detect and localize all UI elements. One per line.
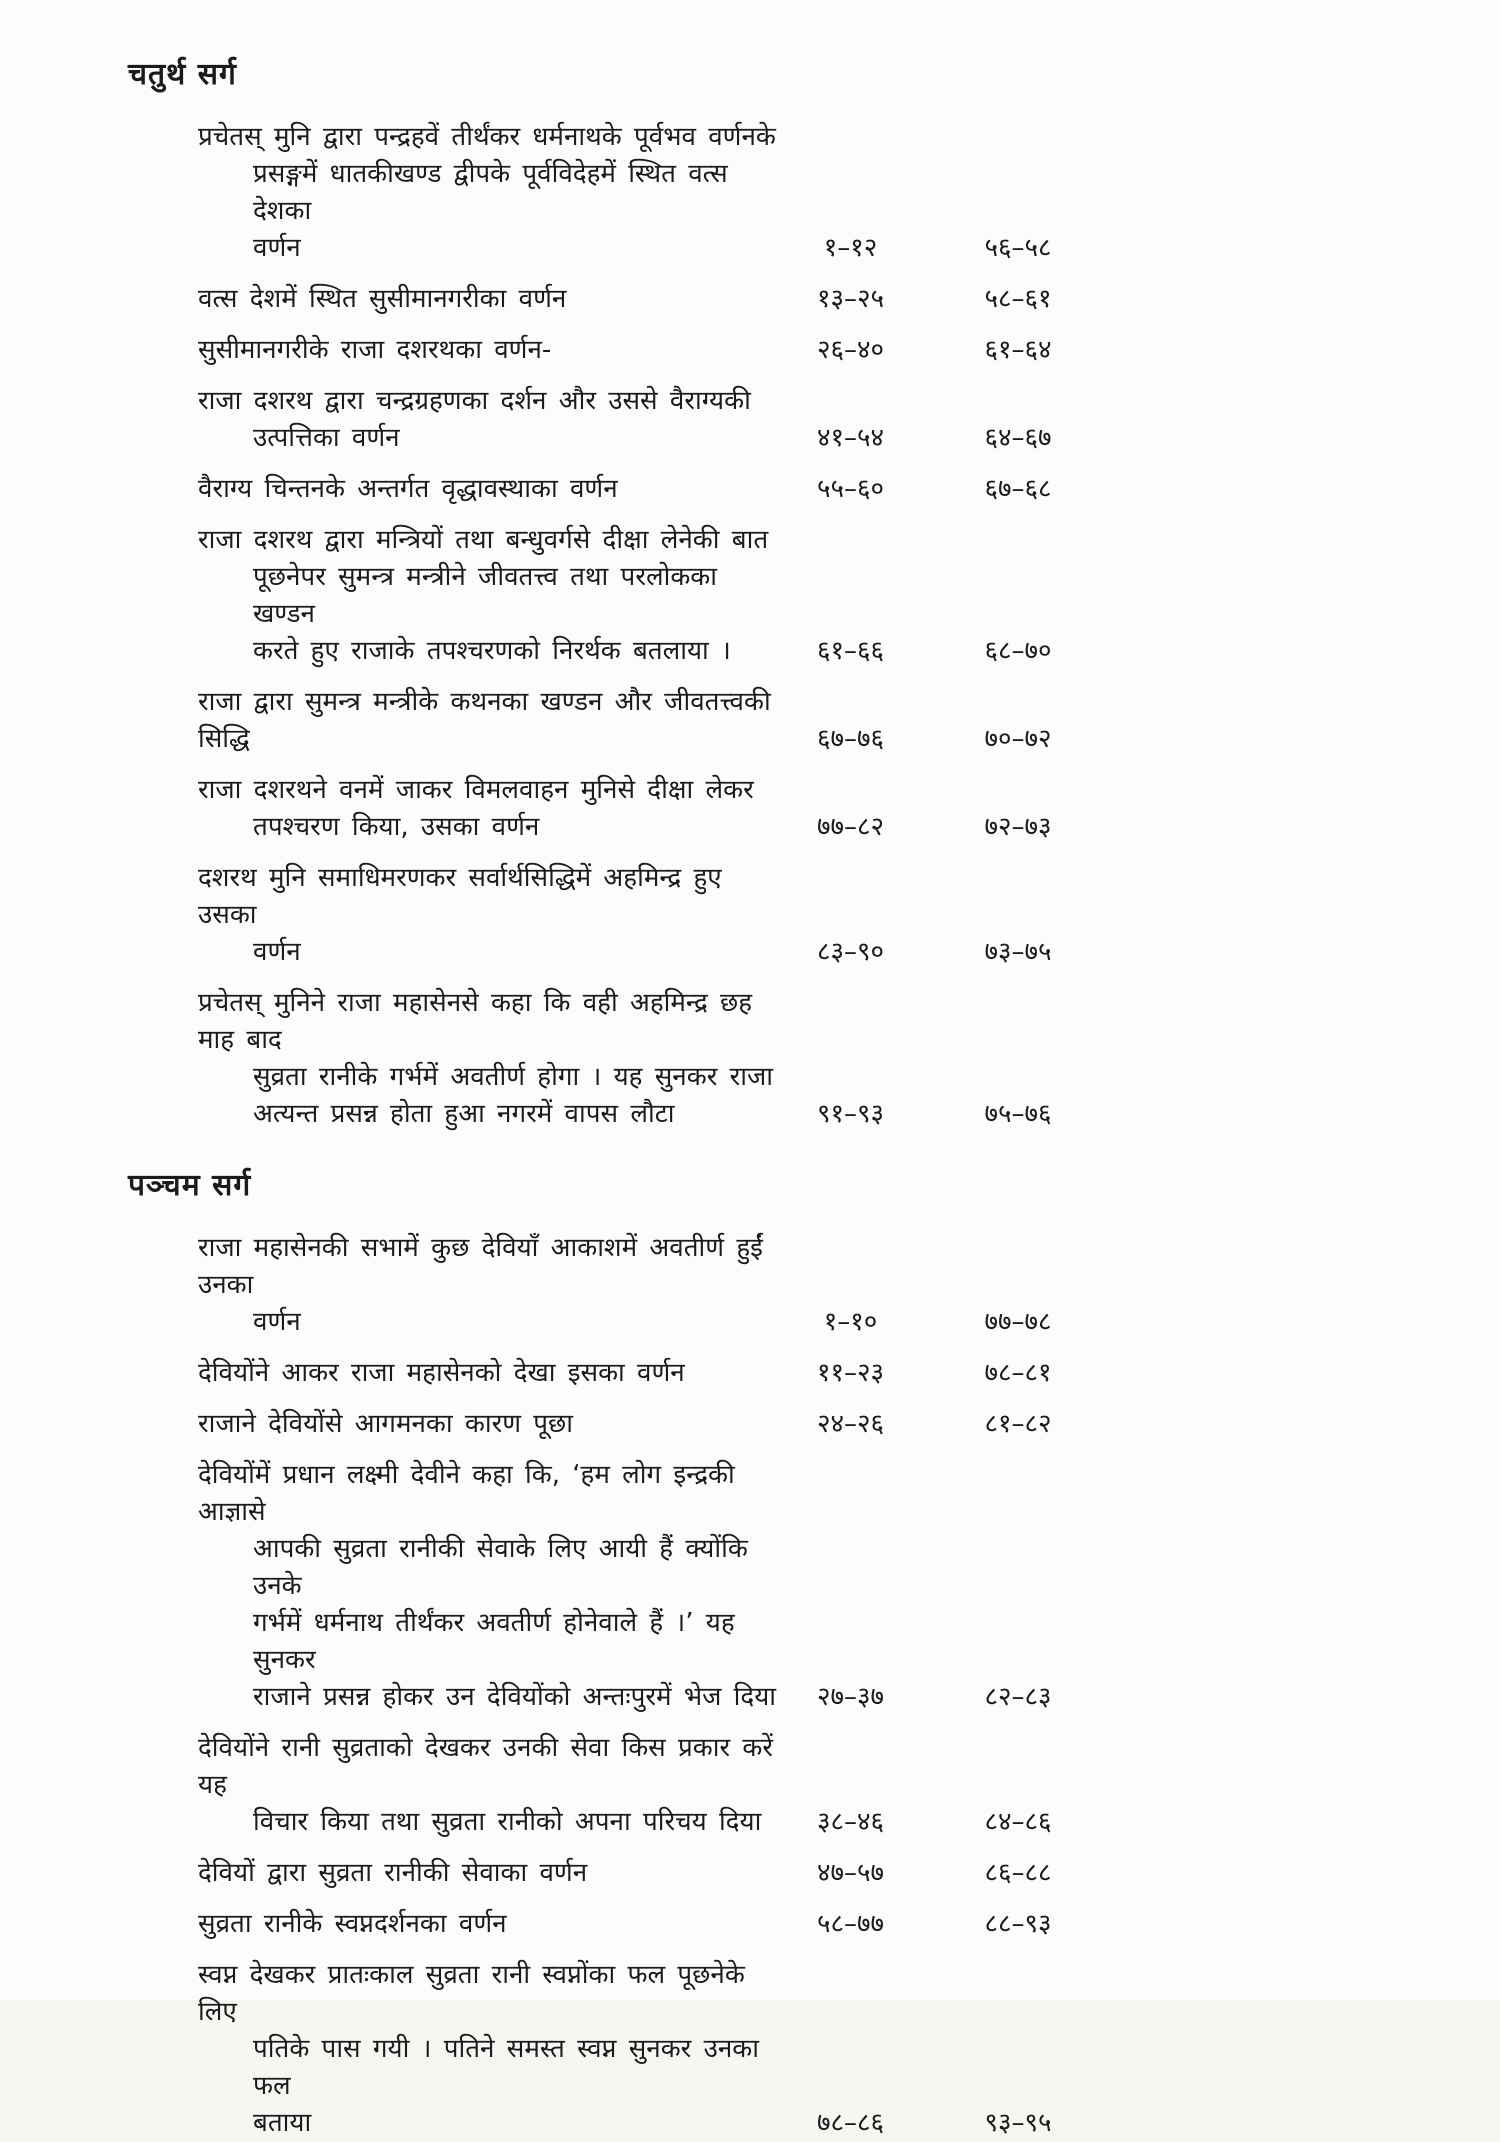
page-range: ८२–८३ [984, 1682, 1052, 1712]
entry-line: सुव्रता रानीके स्वप्नदर्शनका वर्णन [198, 1909, 507, 1939]
verse-range: ३८–४६ [816, 1807, 885, 1837]
page-range: ६४–६७ [984, 423, 1052, 453]
entry-text [198, 1730, 783, 1841]
toc-content [128, 52, 1500, 2142]
toc-entry [198, 281, 1500, 318]
verse-range: १३–२५ [816, 284, 885, 314]
verse-range: ६७–७६ [816, 724, 885, 754]
page-range: ७२–७३ [984, 812, 1052, 842]
verse-range: ११–२३ [816, 1358, 885, 1388]
entry-line: प्रचेतस् मुनिने राजा महासेनसे कहा कि वही अहमिन्द्र छह माह बाद [198, 988, 753, 1055]
page-range: ६७–६८ [984, 474, 1052, 504]
entry-line: वत्स देशमें स्थित सुसीमानगरीका वर्णन [198, 284, 567, 314]
entry-text [198, 471, 783, 508]
entry-line: राजा द्वारा सुमन्त्र मन्त्रीके कथनका खण्डन और जीवतत्त्वकी सिद्धि [198, 687, 771, 754]
entry-line: आपकी सुव्रता रानीकी सेवाके लिए आयी हैं क्योंकि उनके [253, 1534, 748, 1601]
page-range: ७७–७८ [984, 1307, 1052, 1337]
entry-text [198, 332, 783, 369]
entry-line: स्वप्न देखकर प्रातःकाल सुव्रता रानी स्वप्नोंका फल पूछनेके लिए [198, 1960, 745, 2027]
toc-entry [198, 1730, 1500, 1841]
verse-range: ७८–८६ [816, 2108, 885, 2138]
entry-line: करते हुए राजाके तपश्चरणको निरर्थक बतलाया । [253, 636, 731, 666]
entry-text [198, 985, 783, 1133]
page-range: ५६–५८ [984, 233, 1052, 263]
entry-line: प्रचेतस् मुनि द्वारा पन्द्रहवें तीर्थंकर धर्मनाथके पूर्वभव वर्णनके [198, 122, 776, 152]
entry-line: राजा दशरथने वनमें जाकर विमलवाहन मुनिसे दीक्षा लेकर [198, 775, 754, 805]
toc-entry [198, 1957, 1500, 2142]
entry-line: पतिके पास गयी । पतिने समस्त स्वप्न सुनकर उनका फल [253, 2034, 759, 2101]
entry-text [198, 860, 783, 971]
page-range: ५८–६१ [984, 284, 1052, 314]
page-range: ६८–७० [984, 636, 1052, 666]
verse-range: ५५–६० [816, 474, 885, 504]
entry-line: वर्णन [253, 1307, 301, 1337]
entry-line: सुव्रता रानीके गर्भमें अवतीर्ण होगा । यह सुनकर राजा [253, 1062, 773, 1092]
verse-range: ८३–९० [816, 937, 885, 967]
entry-line: राजाने प्रसन्न होकर उन देवियोंको अन्तःपुरमें भेज दिया [253, 1682, 777, 1712]
verse-range: ६१–६६ [816, 636, 885, 666]
toc-entry [198, 1406, 1500, 1443]
entry-text [198, 1406, 783, 1443]
entry-line: पूछनेपर सुमन्त्र मन्त्रीने जीवतत्त्व तथा परलोकका खण्डन [253, 562, 717, 629]
toc-entry [198, 860, 1500, 971]
entry-line: राजा दशरथ द्वारा मन्त्रियों तथा बन्धुवर्गसे दीक्षा लेनेकी बात [198, 525, 769, 555]
toc-entry [198, 1355, 1500, 1392]
page-range: ७८–८१ [984, 1358, 1052, 1388]
section-title: चतुर्थ सर्ग [128, 57, 237, 92]
entry-line: राजा महासेनकी सभामें कुछ देवियाँ आकाशमें अवतीर्ण हुईं उनका [198, 1233, 763, 1300]
verse-range: १–१० [823, 1307, 878, 1337]
entry-line: देवियोंमें प्रधान लक्ष्मी देवीने कहा कि, ‘हम लोग इन्द्रकी आज्ञासे [198, 1460, 735, 1527]
verse-range: २४–२६ [816, 1409, 885, 1439]
entry-line: राजाने देवियोंसे आगमनका कारण पूछा [198, 1409, 574, 1439]
toc-entry [198, 383, 1500, 457]
entry-text [198, 772, 783, 846]
toc-section [128, 1163, 1500, 2142]
toc-entry [198, 772, 1500, 846]
entry-line: देवियोंने रानी सुव्रताको देखकर उनकी सेवा किस प्रकार करें यह [198, 1733, 774, 1800]
entry-text [198, 1957, 783, 2142]
entry-text [198, 684, 783, 758]
entry-line: तपश्चरण किया, उसका वर्णन [253, 812, 540, 842]
entry-text [198, 1230, 783, 1341]
entry-text [198, 383, 783, 457]
entry-line: बताया [253, 2108, 312, 2138]
toc-entry [198, 1230, 1500, 1341]
verse-range: ४७–५७ [816, 1858, 885, 1888]
entry-line: वर्णन [253, 937, 301, 967]
page-range: ८८–९३ [984, 1909, 1052, 1939]
page-range: ७०–७२ [984, 724, 1052, 754]
entry-line: प्रसङ्गमें धातकीखण्ड द्वीपके पूर्वविदेहमें स्थित वत्स देशका [253, 159, 728, 226]
toc-entry [198, 1457, 1500, 1716]
entry-line: अत्यन्त प्रसन्न होता हुआ नगरमें वापस लौटा [253, 1099, 675, 1129]
page-range: ८४–८६ [984, 1807, 1052, 1837]
page-range: ९३–९५ [984, 2108, 1052, 2138]
entry-line: सुसीमानगरीके राजा दशरथका वर्णन- [198, 335, 552, 365]
page-range: ८१–८२ [984, 1409, 1052, 1439]
toc-entry [198, 1855, 1500, 1892]
toc-entry [198, 684, 1500, 758]
page-range: ८६–८८ [984, 1858, 1052, 1888]
entry-line: विचार किया तथा सुव्रता रानीको अपना परिचय दिया [253, 1807, 762, 1837]
verse-range: ४१–५४ [816, 423, 885, 453]
entry-text [198, 1855, 783, 1892]
page-range: ७५–७६ [984, 1099, 1052, 1129]
entry-line: वर्णन [253, 233, 301, 263]
toc-entry [198, 1906, 1500, 1943]
entry-line: वैराग्य चिन्तनके अन्तर्गत वृद्धावस्थाका वर्णन [198, 474, 618, 504]
verse-range: ७७–८२ [816, 812, 885, 842]
entry-line: राजा दशरथ द्वारा चन्द्रग्रहणका दर्शन और उससे वैराग्यकी [198, 386, 751, 416]
entry-text [198, 1906, 783, 1943]
toc-entry [198, 985, 1500, 1133]
entry-text [198, 1457, 783, 1716]
toc-entry [198, 522, 1500, 670]
entry-line: गर्भमें धर्मनाथ तीर्थंकर अवतीर्ण होनेवाले हैं ।’ यह सुनकर [253, 1608, 735, 1675]
verse-range: ५८–७७ [816, 1909, 885, 1939]
section-title: पञ्चम सर्ग [128, 1168, 252, 1203]
verse-range: १–१२ [823, 233, 878, 263]
entry-text [198, 1355, 783, 1392]
page-range: ७३–७५ [984, 937, 1052, 967]
verse-range: २६–४० [816, 335, 885, 365]
verse-range: २७–३७ [816, 1682, 885, 1712]
toc-section [128, 52, 1500, 1133]
entry-text [198, 281, 783, 318]
page-range: ६१–६४ [984, 335, 1052, 365]
entry-line: देवियोंने आकर राजा महासेनको देखा इसका वर्णन [198, 1358, 685, 1388]
entry-text [198, 119, 783, 267]
entry-text [198, 522, 783, 670]
entry-line: देवियों द्वारा सुव्रता रानीकी सेवाका वर्णन [198, 1858, 588, 1888]
toc-entry [198, 471, 1500, 508]
entry-line: उत्पत्तिका वर्णन [253, 423, 400, 453]
toc-entry [198, 119, 1500, 267]
toc-entry [198, 332, 1500, 369]
verse-range: ९१–९३ [816, 1099, 885, 1129]
entry-line: दशरथ मुनि समाधिमरणकर सर्वार्थसिद्धिमें अहमिन्द्र हुए उसका [198, 863, 722, 930]
